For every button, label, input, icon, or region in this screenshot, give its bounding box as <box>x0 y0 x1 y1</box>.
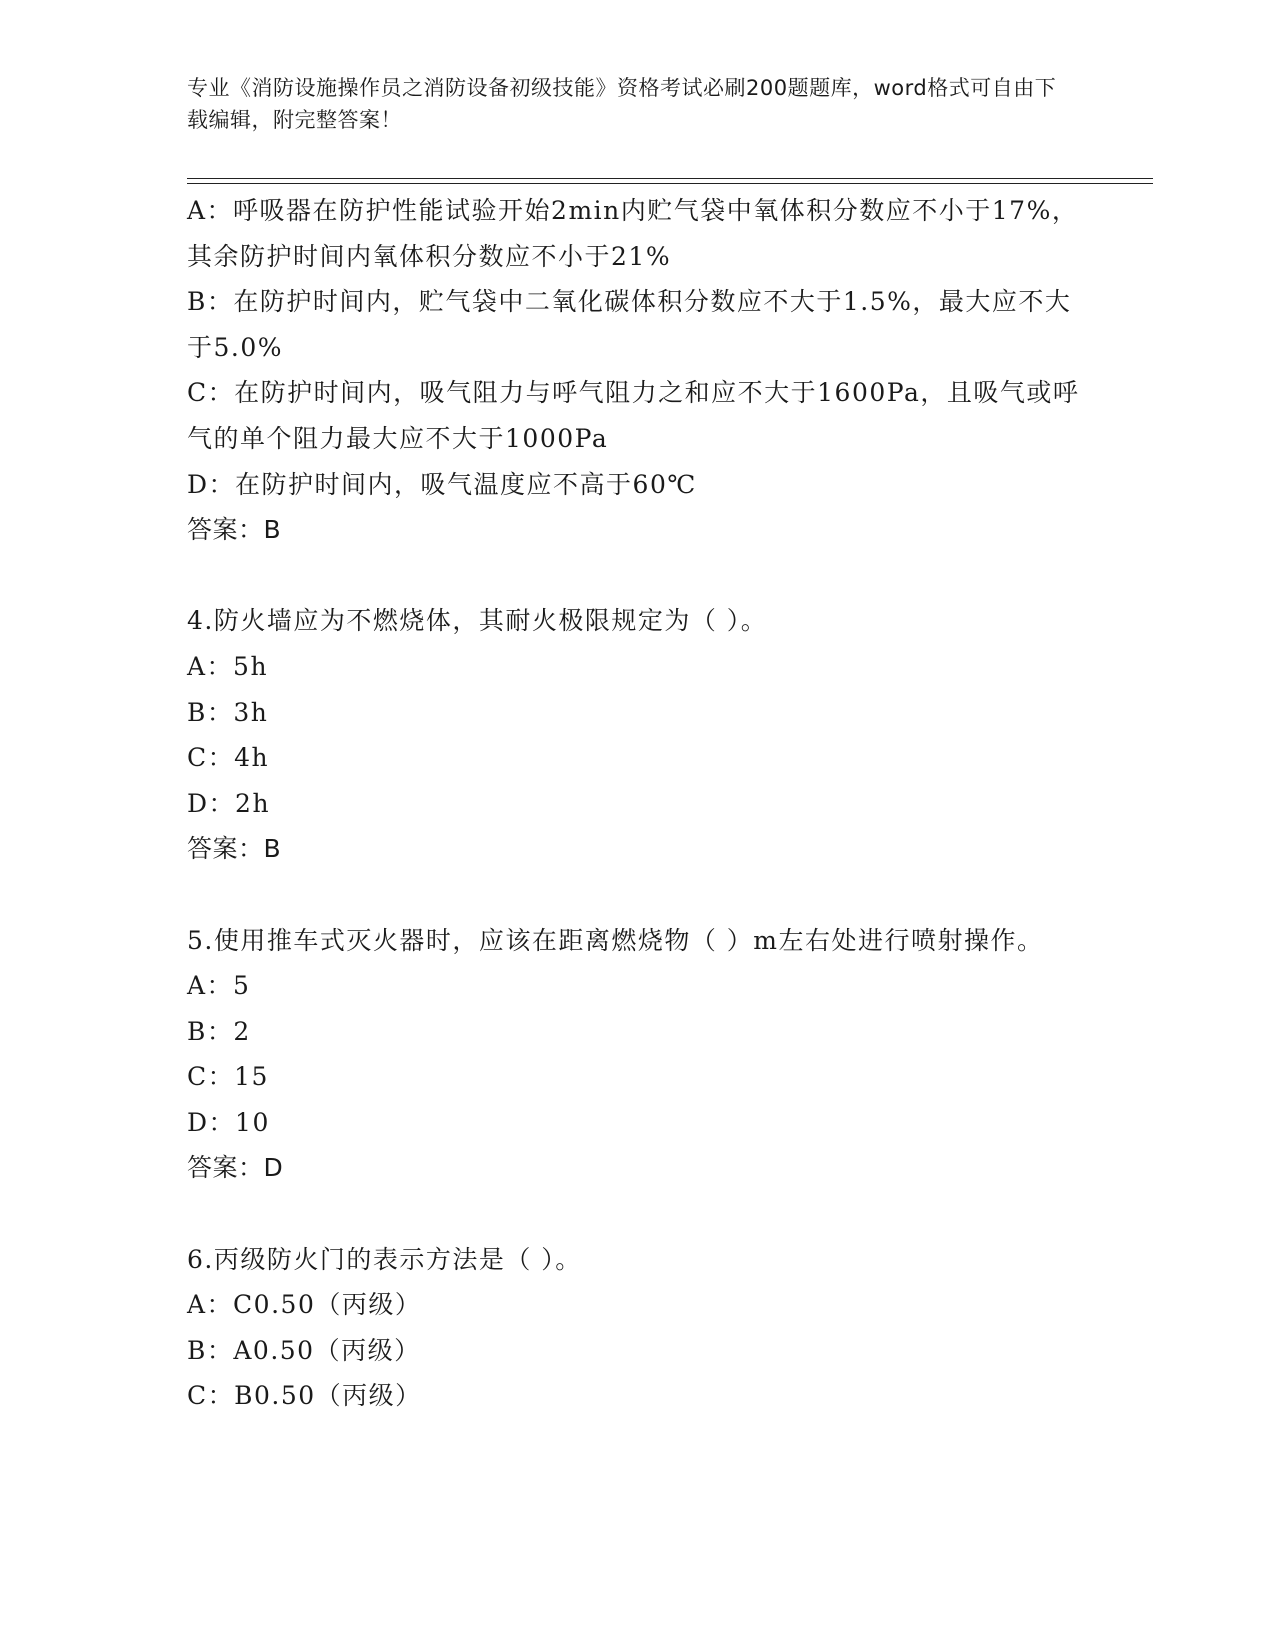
option-b: B：3h <box>187 697 269 727</box>
question-stem: 4.防火墙应为不燃烧体，其耐火极限规定为（ ）。 <box>187 606 768 636</box>
question-5 <box>187 918 1087 1192</box>
spacer <box>187 553 1087 599</box>
option-d: D：10 <box>187 1107 270 1137</box>
question-stem: 5.使用推车式灭火器时，应该在距离燃烧物（ ）m左右处进行喷射操作。 <box>187 925 1044 955</box>
option-c: C：B0.50（丙级） <box>187 1381 422 1411</box>
question-stem: 6.丙级防火门的表示方法是（ ）。 <box>187 1244 582 1274</box>
spacer <box>187 1191 1087 1237</box>
question-6 <box>187 1237 1087 1419</box>
option-d: D：在防护时间内，吸气温度应不高于60℃ <box>187 469 697 499</box>
answer: 答案：B <box>187 834 282 864</box>
option-a: A：C0.50（丙级） <box>187 1290 422 1320</box>
option-a: A：5 <box>187 971 251 1001</box>
header-rule-bottom <box>187 183 1153 184</box>
option-d: D：2h <box>187 788 271 818</box>
option-b: B：A0.50（丙级） <box>187 1335 421 1365</box>
header-rule-top <box>187 178 1153 179</box>
option-c: C：15 <box>187 1062 269 1092</box>
spacer <box>187 872 1087 918</box>
document-header: 专业《消防设施操作员之消防设备初级技能》资格考试必刷200题题库，word格式可自由下载编辑，附完整答案！ <box>187 76 1057 132</box>
option-c: C：在防护时间内，吸气阻力与呼气阻力之和应不大于1600Pa，且吸气或呼气的单个阻力最大应不大于1000Pa <box>187 378 1080 453</box>
question-3-options <box>187 188 1087 553</box>
option-b: B：在防护时间内，贮气袋中二氧化碳体积分数应不大于1.5%，最大应不大于5.0% <box>187 287 1072 362</box>
question-4 <box>187 598 1087 872</box>
option-a: A：5h <box>187 651 269 681</box>
option-b: B：2 <box>187 1016 251 1046</box>
question-list <box>187 188 1087 1419</box>
option-c: C：4h <box>187 743 270 773</box>
option-a: A：呼吸器在防护性能试验开始2min内贮气袋中氧体积分数应不小于17%，其余防护时间内氧体积分数应不小于21% <box>187 196 1079 271</box>
answer: 答案：B <box>187 515 282 545</box>
answer: 答案：D <box>187 1153 284 1183</box>
